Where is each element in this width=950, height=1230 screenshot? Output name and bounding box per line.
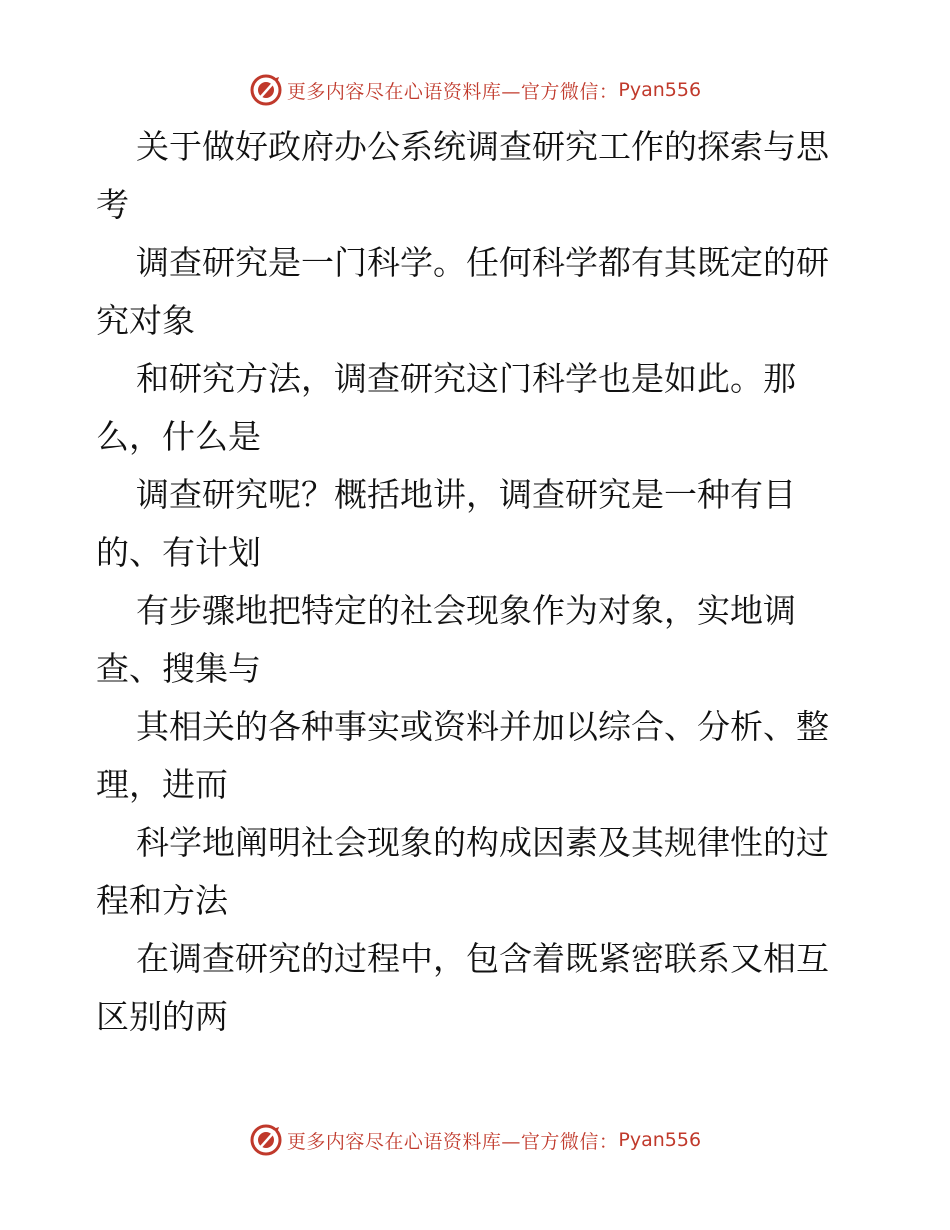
- paragraph-line: 科学地阐明社会现象的构成因素及其规律性的过: [136, 823, 829, 862]
- paragraph-3-continued: [96, 408, 856, 466]
- paragraph-line: 究对象: [96, 301, 195, 340]
- paragraph-5-continued: [96, 640, 856, 698]
- footer-wechat-handle: Pyan556: [618, 1129, 702, 1151]
- paragraph-line: 么，什么是: [96, 417, 261, 456]
- paragraph-line: 和研究方法，调查研究这门科学也是如此。那: [136, 359, 796, 398]
- paragraph-7-continued: [96, 872, 856, 930]
- paragraph-line: 调查研究呢？概括地讲，调查研究是一种有目: [136, 475, 796, 514]
- paragraph-5: [96, 582, 856, 640]
- document-body: [96, 118, 856, 1046]
- pen-logo-icon: [249, 73, 283, 107]
- paragraph-line: 其相关的各种事实或资料并加以综合、分析、整: [136, 707, 829, 746]
- paragraph-line: 在调查研究的过程中，包含着既紧密联系又相互: [136, 939, 829, 978]
- paragraph-line: 的、有计划: [96, 533, 261, 572]
- paragraph-6-continued: [96, 756, 856, 814]
- header-banner: [0, 70, 950, 110]
- paragraph-4-continued: [96, 524, 856, 582]
- paragraph-line: 调查研究是一门科学。任何科学都有其既定的研: [136, 243, 829, 282]
- paragraph-4: [96, 466, 856, 524]
- paragraph-line: 程和方法: [96, 881, 228, 920]
- paragraph-line: 考: [96, 185, 129, 224]
- paragraph-6: [96, 698, 856, 756]
- pen-logo-icon: [249, 1123, 283, 1157]
- paragraph-2: [96, 234, 856, 292]
- paragraph-8-continued: [96, 988, 856, 1046]
- paragraph-3: [96, 350, 856, 408]
- paragraph-8: [96, 930, 856, 988]
- paragraph-1-continued: [96, 176, 856, 234]
- paragraph-line: 区别的两: [96, 997, 228, 1036]
- paragraph-line: 有步骤地把特定的社会现象作为对象，实地调: [136, 591, 796, 630]
- footer-banner: [0, 1120, 950, 1160]
- paragraph-7: [96, 814, 856, 872]
- paragraph-1: [96, 118, 856, 176]
- paragraph-line: 查、搜集与: [96, 649, 261, 688]
- paragraph-line: 理，进而: [96, 765, 228, 804]
- paragraph-2-continued: [96, 292, 856, 350]
- header-wechat-handle: Pyan556: [618, 79, 702, 101]
- footer-text: 更多内容尽在心语资料库—官方微信：: [286, 1130, 619, 1153]
- paragraph-line: 关于做好政府办公系统调查研究工作的探索与思: [136, 127, 829, 166]
- header-text: 更多内容尽在心语资料库—官方微信：: [286, 80, 619, 103]
